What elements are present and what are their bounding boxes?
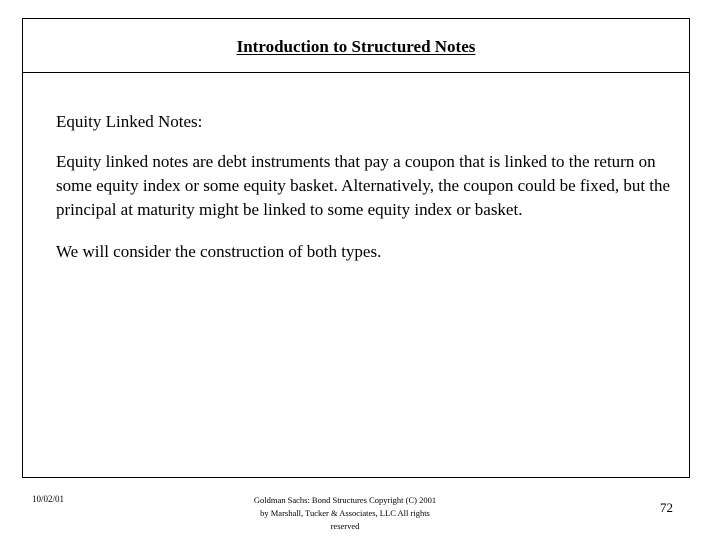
slide-title: Introduction to Structured Notes bbox=[236, 36, 476, 56]
paragraph-construction: We will consider the construction of both types. bbox=[56, 242, 382, 261]
page-number: 72 bbox=[660, 500, 673, 515]
section-heading: Equity Linked Notes: bbox=[56, 112, 203, 131]
title-bar bbox=[23, 19, 689, 73]
footer-copyright: Goldman Sachs: Bond Structures Copyright (C) 2001 by Marshall, Tucker & Associates, LLC All rights reserved bbox=[253, 495, 437, 531]
slide-content bbox=[56, 111, 681, 282]
slide-frame bbox=[22, 18, 690, 478]
paragraph-definition: Equity linked notes are debt instruments that pay a coupon that is linked to the return on some equity index or some equity basket. Alternatively, the coupon could be fixed, but the principal at maturity might be linked to some equity index or basket. bbox=[56, 152, 671, 219]
footer-date: 10/02/01 bbox=[32, 494, 65, 504]
